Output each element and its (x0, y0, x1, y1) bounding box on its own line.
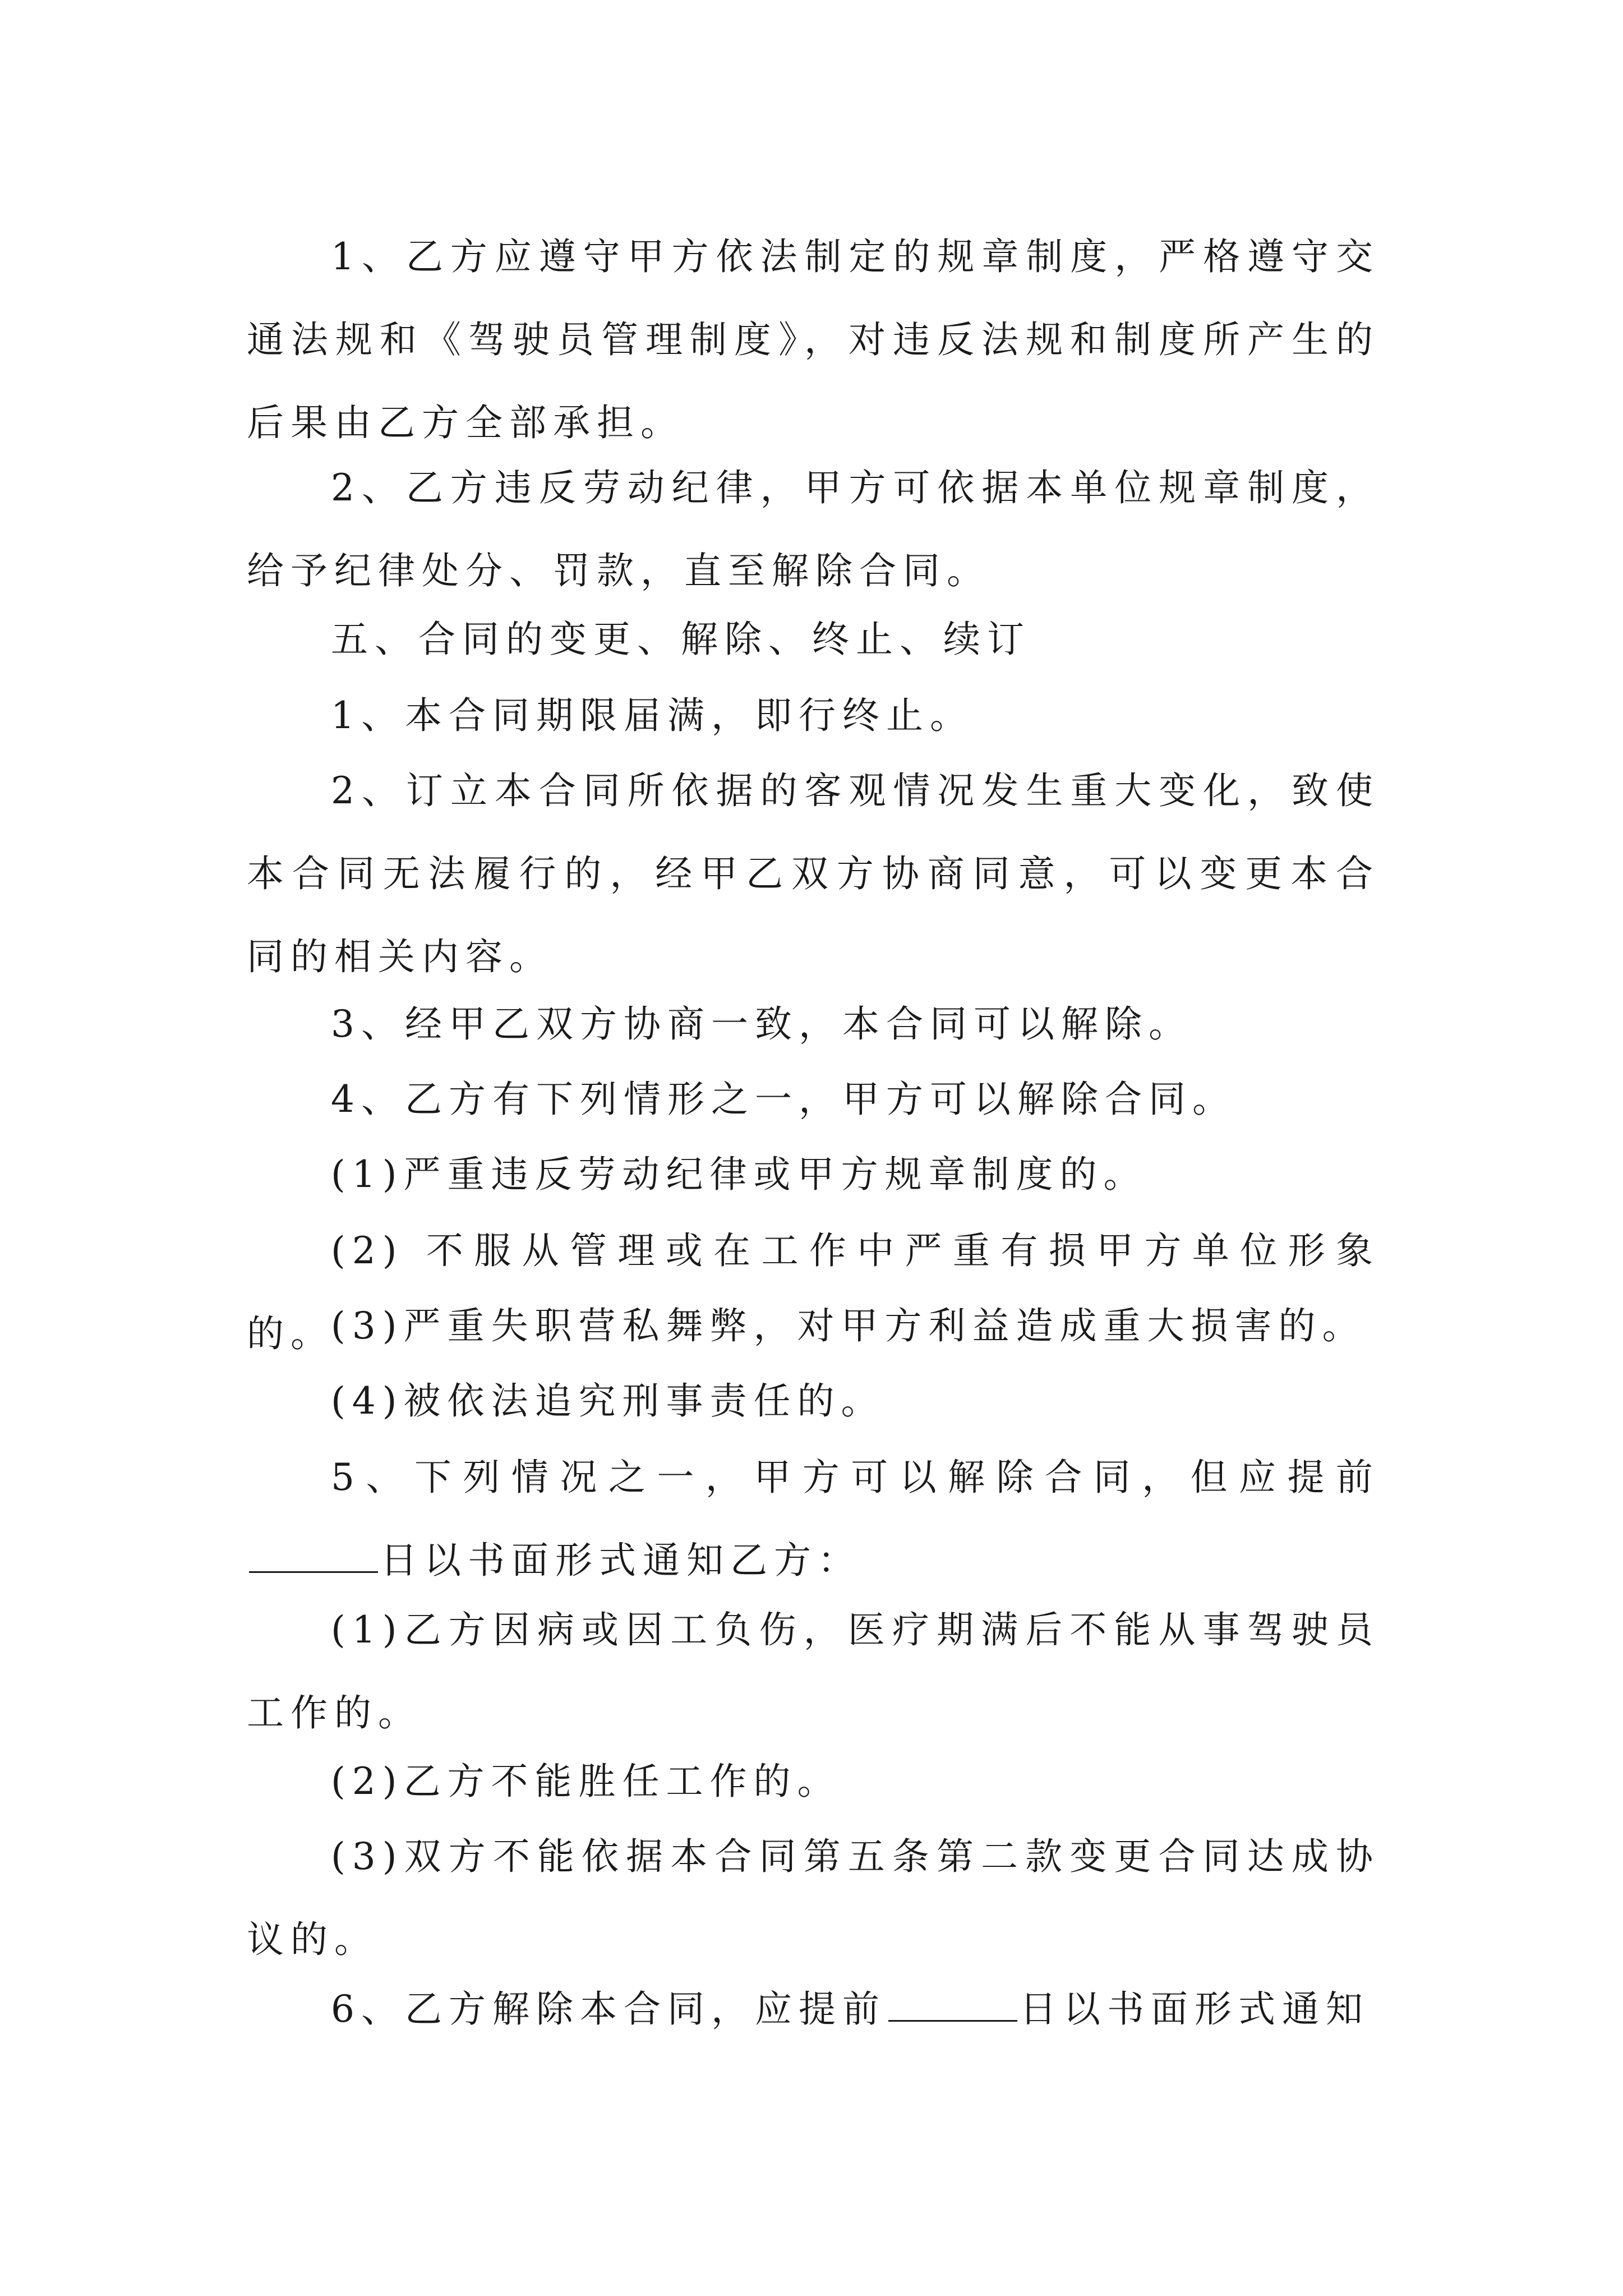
clause-5-4-item-4: (4)被依法追究刑事责任的。 (331, 1379, 885, 1423)
clause-5-5-item-1: (1)乙方因病或因工负伤，医疗期满后不能从事驾驶员工作的。 (247, 1608, 1380, 1734)
clause-5-6-text-after-blank: 日以书面形式通知 (1020, 1987, 1370, 2031)
clause-5-4-item-1: (1)严重违反劳动纪律或甲方规章制度的。 (331, 1153, 1147, 1196)
clause-5-5-item-3: (3)双方不能依据本合同第五条第二款变更合同达成协议的。 (247, 1835, 1380, 1961)
clause-5-4-item-3: (3)严重失职营私舞弊，对甲方利益造成重大损害的。 (331, 1304, 1366, 1347)
days-blank (249, 1540, 378, 1573)
clause-5-4-item-2: (2) 不服从管理或在工作中严重有损甲方单位形象的。 (247, 1229, 1380, 1355)
clause-5-5 (247, 1436, 1380, 1602)
clause-5-6 (247, 1968, 1380, 2051)
clause-5-2: 2、订立本合同所依据的客观情况发生重大变化，致使本合同无法履行的，经甲乙双方协商同意，可以变更本合同的相关内容。 (247, 769, 1380, 978)
clause-5-5-text-after-blank: 日以书面形式通知乙方： (380, 1539, 861, 1582)
clause-5-4: 4、乙方有下列情形之一，甲方可以解除合同。 (331, 1078, 1236, 1121)
clause-5-6-text-before-blank: 6、乙方解除本合同，应提前 (331, 1987, 886, 2031)
clause-5-1: 1、本合同期限届满，即行终止。 (331, 694, 974, 737)
section-5-heading: 五、合同的变更、解除、终止、续订 (331, 618, 1031, 661)
clause-4-1: 1、乙方应遵守甲方依法制定的规章制度，严格遵守交通法规和《驾驶员管理制度》，对违反法规和制度所产生的后果由乙方全部承担。 (247, 235, 1380, 444)
clause-4-2: 2、乙方违反劳动纪律，甲方可依据本单位规章制度，给予纪律处分、罚款，直至解除合同。 (247, 466, 1380, 592)
days-blank (888, 1989, 1017, 2022)
clause-5-5-item-2: (2)乙方不能胜任工作的。 (331, 1760, 841, 1803)
clause-5-3: 3、经甲乙双方协商一致，本合同可以解除。 (331, 1002, 1192, 1046)
clause-5-5-text-before-blank: 5、下列情况之一，甲方可以解除合同，但应提前 (331, 1456, 1380, 1499)
